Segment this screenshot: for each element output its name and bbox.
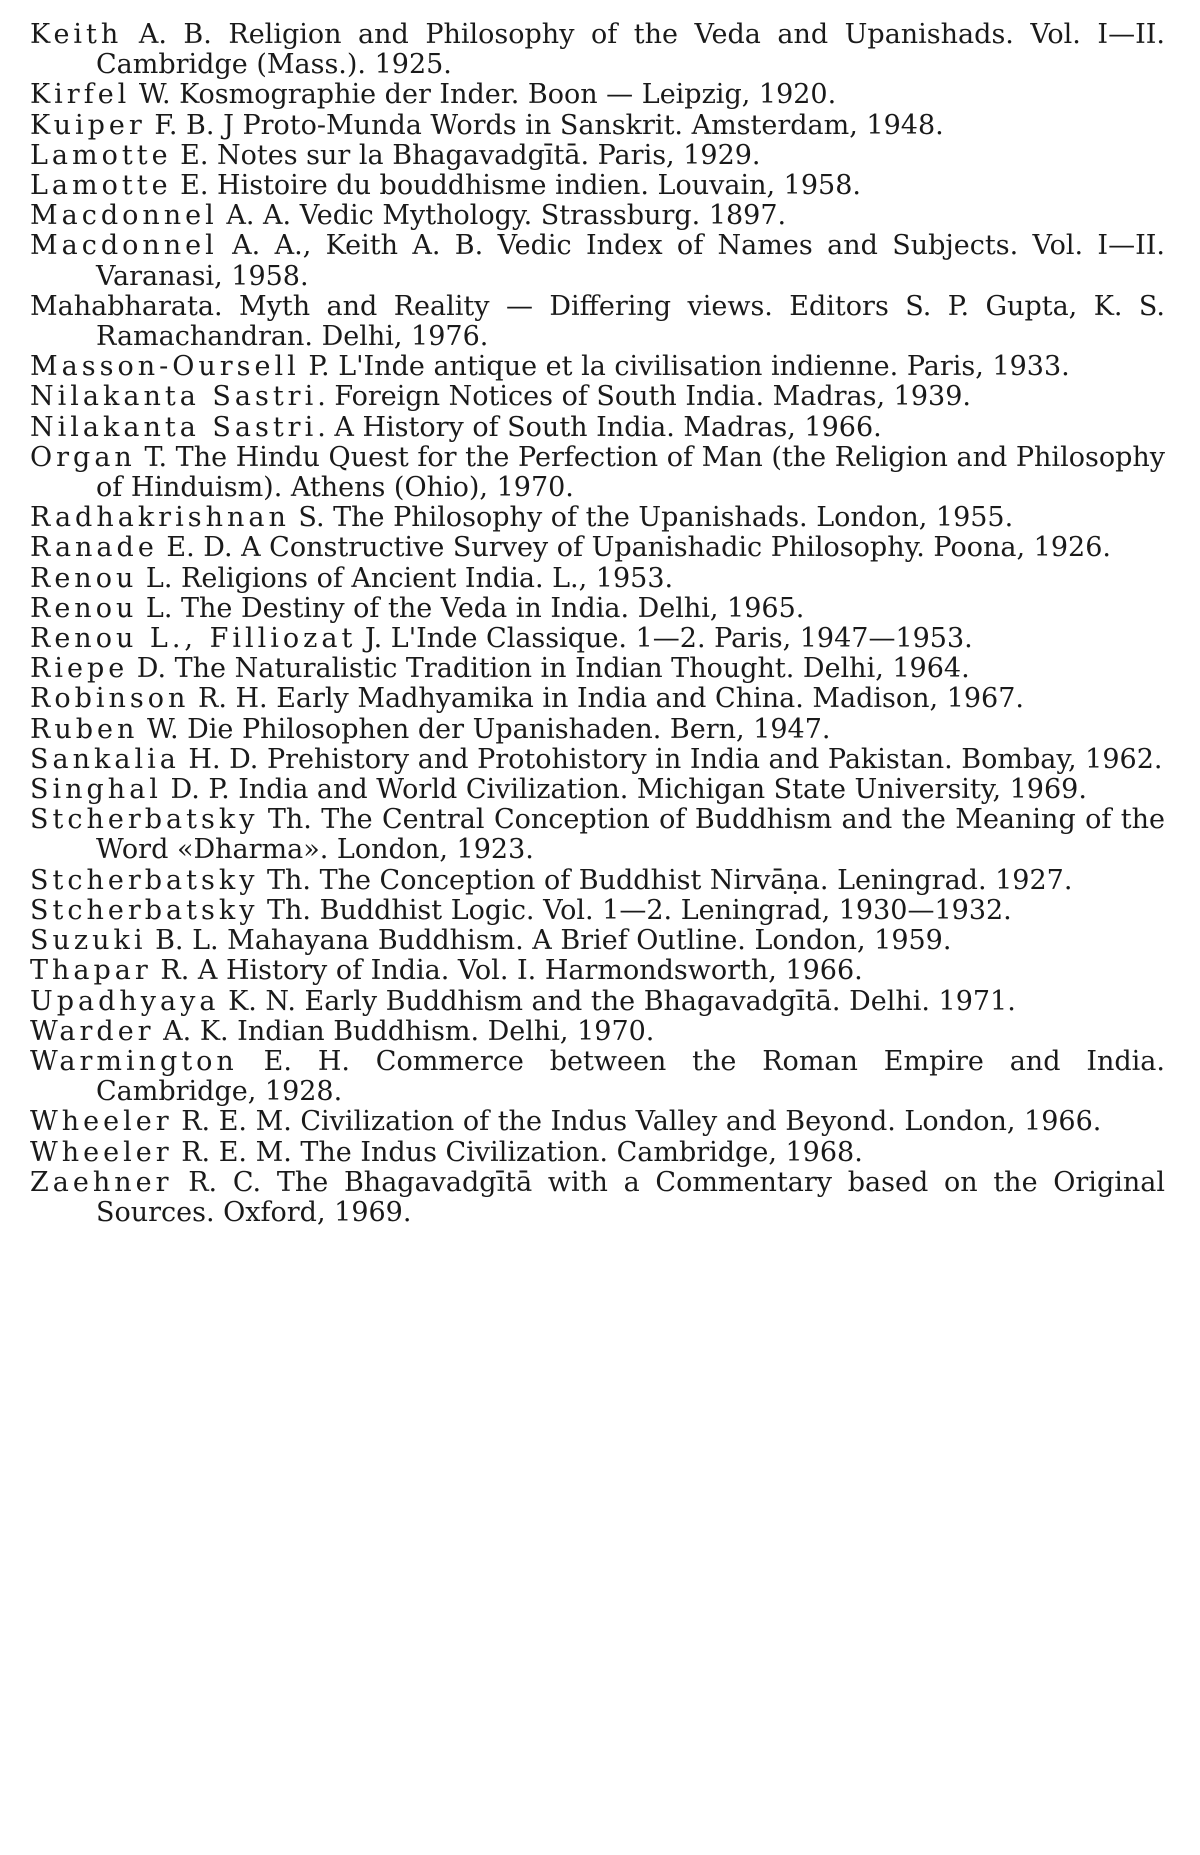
bibliography-list: [30, 20, 1165, 1228]
bibliography-entry: [30, 533, 1165, 563]
entry-citation: D. P. India and World Civilization. Michigan State University, 1969.: [161, 774, 1087, 806]
entry-author: Masson-Oursell: [30, 351, 300, 383]
entry-citation: A. B. Religion and Philosophy of the Veda and Upanishads. Vol. I—II. Cambridge (Mass.). 1925.: [96, 19, 1165, 81]
entry-author: Riepe: [30, 653, 129, 685]
entry-citation: E. H. Commerce between the Roman Empire and India. Cambridge, 1928.: [96, 1045, 1165, 1108]
bibliography-entry: [30, 866, 1165, 896]
entry-citation: F. B. J Proto-Munda Words in Sanskrit. Amsterdam, 1948.: [145, 109, 944, 141]
entry-author: Radhakrishnan: [30, 502, 290, 534]
bibliography-entry: [30, 201, 1165, 231]
entry-citation: E. Notes sur la Bhagavadgītā. Paris, 1929.: [171, 139, 761, 171]
entry-citation: K. N. Early Buddhism and the Bhagavadgītā. Delhi. 1971.: [219, 985, 1016, 1017]
entry-citation: L. Religions of Ancient India. L., 1953.: [137, 562, 674, 594]
entry-author: Stcherbatsky: [30, 894, 259, 926]
bibliography-entry: [30, 624, 1165, 654]
entry-author: Keith: [30, 19, 123, 50]
entry-author: Nilakanta Sastri: [30, 411, 318, 443]
entry-author: Renou L., Filliozat: [30, 623, 357, 655]
entry-citation: E. Histoire du bouddhisme indien. Louvain, 1958.: [171, 170, 861, 202]
entry-author: Singhal: [30, 774, 162, 806]
entry-author: Organ: [30, 441, 136, 473]
entry-citation: R. A History of India. Vol. I. Harmondsworth, 1966.: [151, 955, 863, 987]
entry-citation: . Foreign Notices of South India. Madras, 1939.: [317, 381, 971, 413]
entry-citation: R. H. Early Madhyamika in India and China. Madison, 1967.: [189, 683, 1024, 715]
bibliography-entry: [30, 352, 1165, 382]
entry-author: Macdonnel: [30, 200, 218, 232]
entry-citation: B. L. Mahayana Buddhism. A Brief Outline. London, 1959.: [146, 925, 952, 957]
entry-author: Stcherbatsky: [30, 864, 259, 896]
entry-author: Sankalia: [30, 743, 180, 775]
bibliography-page: [30, 20, 1165, 1228]
entry-author: Thapar: [30, 955, 152, 987]
bibliography-entry: [30, 594, 1165, 624]
bibliography-entry: [30, 443, 1165, 503]
bibliography-entry: [30, 382, 1165, 412]
entry-citation: D. The Naturalistic Tradition in Indian Thought. Delhi, 1964.: [128, 653, 970, 685]
entry-citation: A. K. Indian Buddhism. Delhi, 1970.: [154, 1015, 655, 1047]
bibliography-entry: [30, 775, 1165, 805]
bibliography-entry: [30, 1017, 1165, 1047]
bibliography-entry: [30, 926, 1165, 956]
entry-citation: L. The Destiny of the Veda in India. Delhi, 1965.: [137, 592, 805, 624]
bibliography-entry: [30, 503, 1165, 533]
entry-citation: R. C. The Bhagavadgītā with a Commentary based on the Original Sources. Oxford, 1969.: [96, 1166, 1165, 1228]
entry-author: Wheeler: [30, 1106, 173, 1138]
bibliography-entry: [30, 956, 1165, 986]
bibliography-entry: [30, 413, 1165, 443]
entry-citation: W. Kosmographie der Inder. Boon — Leipzig, 1920.: [130, 79, 837, 111]
entry-citation: A. A. Vedic Mythology. Strassburg. 1897.: [217, 200, 787, 232]
entry-author: Wheeler: [30, 1136, 173, 1168]
entry-author: Warder: [30, 1015, 155, 1047]
bibliography-entry: [30, 141, 1165, 171]
entry-citation: W. Die Philosophen der Upanishaden. Bern, 1947.: [138, 713, 831, 745]
entry-citation: E. D. A Constructive Survey of Upanishadic Philosophy. Poona, 1926.: [157, 532, 1111, 564]
entry-citation: A. A., Keith A. B. Vedic Index of Names and Subjects. Vol. I—II. Varanasi, 1958.: [96, 230, 1165, 292]
bibliography-entry: [30, 1047, 1165, 1107]
entry-author: Ruben: [30, 713, 139, 745]
bibliography-entry: [30, 684, 1165, 714]
bibliography-entry: [30, 111, 1165, 141]
bibliography-entry: [30, 896, 1165, 926]
bibliography-entry: [30, 80, 1165, 110]
bibliography-entry: [30, 231, 1165, 291]
entry-author: Warmington: [30, 1045, 238, 1077]
entry-author: Ranade: [30, 532, 158, 564]
entry-author: Nilakanta Sastri: [30, 381, 318, 413]
bibliography-entry: [30, 987, 1165, 1017]
entry-citation: Th. The Conception of Buddhist Nirvāṇa. Leningrad. 1927.: [258, 864, 1073, 896]
entry-author: Kirfel: [30, 79, 131, 111]
bibliography-entry: [30, 654, 1165, 684]
bibliography-entry: [30, 715, 1165, 745]
entry-citation: Th. Buddhist Logic. Vol. 1—2. Leningrad, 1930—1932.: [258, 894, 1012, 926]
entry-author: Suzuki: [30, 925, 147, 957]
entry-citation: Mahabharata. Myth and Reality — Differing views. Editors S. P. Gupta, K. S. Ramachandran. Delhi, 1976.: [30, 290, 1165, 353]
entry-author: Stcherbatsky: [30, 804, 259, 836]
entry-citation: . A History of South India. Madras, 1966.: [317, 411, 882, 443]
bibliography-entry: [30, 805, 1165, 865]
entry-citation: Th. The Central Conception of Buddhism and the Meaning of the Word «Dharma». London, 1923.: [96, 804, 1165, 866]
bibliography-entry: [30, 1168, 1165, 1228]
entry-author: Renou: [30, 592, 138, 624]
bibliography-entry: [30, 1107, 1165, 1137]
entry-author: Zaehner: [30, 1166, 173, 1198]
entry-author: Macdonnel: [30, 230, 218, 262]
entry-citation: J. L'Inde Classique. 1—2. Paris, 1947—1953.: [356, 623, 973, 655]
entry-citation: R. E. M. The Indus Civilization. Cambridge, 1968.: [172, 1136, 863, 1168]
entry-author: Robinson: [30, 683, 190, 715]
entry-author: Lamotte: [30, 170, 172, 202]
entry-author: Lamotte: [30, 139, 172, 171]
bibliography-entry: [30, 1138, 1165, 1168]
bibliography-entry: [30, 292, 1165, 352]
entry-author: Renou: [30, 562, 138, 594]
bibliography-entry: [30, 171, 1165, 201]
entry-author: Kuiper: [30, 109, 146, 141]
entry-citation: H. D. Prehistory and Protohistory in India and Pakistan. Bombay, 1962.: [179, 743, 1163, 775]
entry-citation: S. The Philosophy of the Upanishads. London, 1955.: [289, 502, 1014, 534]
entry-citation: R. E. M. Civilization of the Indus Valley and Beyond. London, 1966.: [172, 1106, 1102, 1138]
entry-citation: P. L'Inde antique et la civilisation indienne. Paris, 1933.: [299, 351, 1070, 383]
bibliography-entry: [30, 20, 1165, 80]
entry-author: Upadhyaya: [30, 985, 220, 1017]
entry-citation: T. The Hindu Quest for the Perfection of Man (the Religion and Philosophy of Hinduism). Athens (Ohio), 1970.: [96, 441, 1165, 504]
bibliography-entry: [30, 745, 1165, 775]
bibliography-entry: [30, 564, 1165, 594]
